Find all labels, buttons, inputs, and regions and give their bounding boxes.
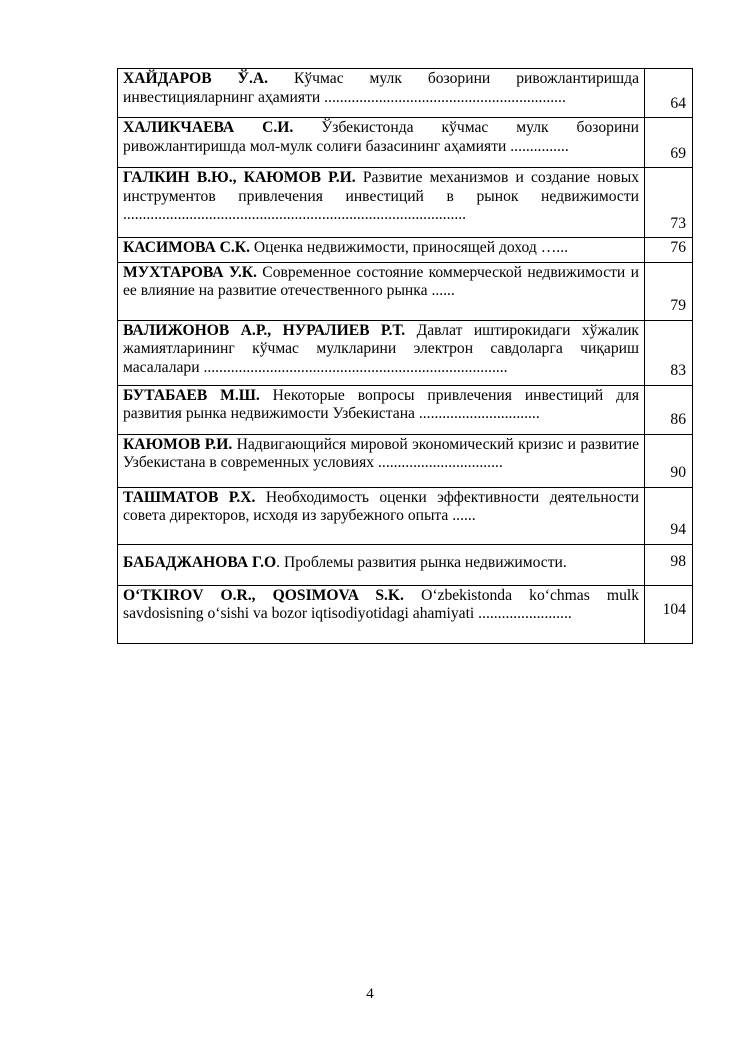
toc-row [118, 487, 693, 544]
entry-title: Необходимость оценки эффективности деятельности совета директоров, исходя из зарубежного опыта [123, 488, 639, 524]
entry-leader: ........................................................................................ [123, 206, 467, 223]
entry-author: ГАЛКИН В.Ю., КАЮМОВ Р.И. [123, 169, 356, 186]
toc-entry [118, 487, 645, 544]
toc-row [118, 385, 693, 434]
toc-row [118, 585, 693, 643]
toc-entry [118, 385, 645, 434]
toc-row [118, 118, 693, 168]
toc-row [118, 434, 693, 487]
entry-leader: ...... [431, 282, 455, 299]
entry-title: Надвигающийся мировой экономический кризис и развитие Узбекистана в современных условиях [123, 435, 639, 471]
entry-title: Кўчмас мулк бозорини ривожлантиришда инвестицияларнинг аҳамияти [123, 70, 639, 106]
entry-leader: …... [540, 239, 568, 256]
entry-page: 76 [645, 238, 693, 263]
entry-page: 79 [645, 262, 693, 320]
toc-row [118, 262, 693, 320]
page-number: 4 [366, 986, 374, 1002]
entry-page: 94 [645, 487, 693, 544]
entry-author: КАЮМОВ Р.И. [123, 435, 233, 453]
entry-title: O‘zbekistonda ko‘chmas mulk savdosisning o‘sishi va bozor iqtisodiyotidagi ahamiyati [123, 586, 639, 622]
toc-entry [118, 320, 645, 385]
entry-title: Оценка недвижимости, приносящей доход [253, 239, 537, 256]
entry-author: БАБАДЖАНОВА Г.О [123, 553, 277, 571]
entry-leader: .............................................................. [324, 88, 566, 106]
entry-leader: ............... [510, 137, 569, 155]
entry-title: Некоторые вопросы привлечения инвестиций для развития рынка недвижимости Узбекистана [123, 386, 639, 422]
entry-leader: ...... [452, 507, 476, 524]
entry-leader: ................................ [378, 454, 503, 471]
entry-page: 104 [645, 585, 693, 643]
entry-author: КАСИМОВА С.К. [123, 239, 250, 256]
toc-entry [118, 434, 645, 487]
entry-page: 69 [645, 118, 693, 168]
entry-author: МУХТАРОВА У.К. [123, 263, 257, 281]
toc-entry [118, 69, 645, 118]
entry-title: . Проблемы развития рынка недвижимости. [276, 553, 567, 571]
toc-entry [118, 544, 645, 585]
entry-author: ХАЙДАРОВ Ў.А. [123, 70, 269, 87]
entry-author: ВАЛИЖОНОВ А.Р., НУРАЛИЕВ Р.Т. [123, 321, 406, 339]
entry-page: 98 [645, 544, 693, 585]
toc-row [118, 544, 693, 585]
toc-entry [118, 585, 645, 643]
entry-author: БУТАБАЕВ М.Ш. [123, 386, 260, 404]
entry-leader: .............................................................................. [203, 358, 508, 376]
entry-page: 90 [645, 434, 693, 487]
entry-page: 73 [645, 168, 693, 238]
entry-author: ХАЛИКЧАЕВА С.И. [123, 119, 294, 136]
entry-leader: ............................... [418, 405, 540, 422]
entry-leader: ........................ [478, 605, 572, 622]
entry-title: Развитие механизмов и создание новых инструментов привлечения инвестиций в рынок недвижимости [123, 169, 639, 205]
toc-row [118, 69, 693, 118]
toc-row [118, 238, 693, 263]
entry-page: 86 [645, 385, 693, 434]
entry-page: 64 [645, 69, 693, 118]
toc-row [118, 168, 693, 238]
toc-entry [118, 262, 645, 320]
toc-row [118, 320, 693, 385]
entry-title: Ўзбекистонда кўчмас мулк бозорини ривожлантиришда мол-мулк солиғи базасининг аҳамияти [123, 119, 639, 155]
entry-page: 83 [645, 320, 693, 385]
table-of-contents [117, 68, 693, 644]
entry-title: Давлат иштирокидаги хўжалик жамиятларининг кўчмас мулкларини электрон савдоларга чиқариш масалалари [123, 321, 639, 376]
toc-entry [118, 168, 645, 238]
toc-entry [118, 118, 645, 168]
toc-entry [118, 238, 645, 263]
entry-author: ТАШМАТОВ Р.Х. [123, 488, 256, 506]
entry-title: Современное состояние коммерческой недвижимости и ее влияние на развитие отечественного рынка [123, 263, 639, 299]
entry-author: O‘TKIROV O.R., QOSIMOVA S.K. [123, 586, 404, 604]
